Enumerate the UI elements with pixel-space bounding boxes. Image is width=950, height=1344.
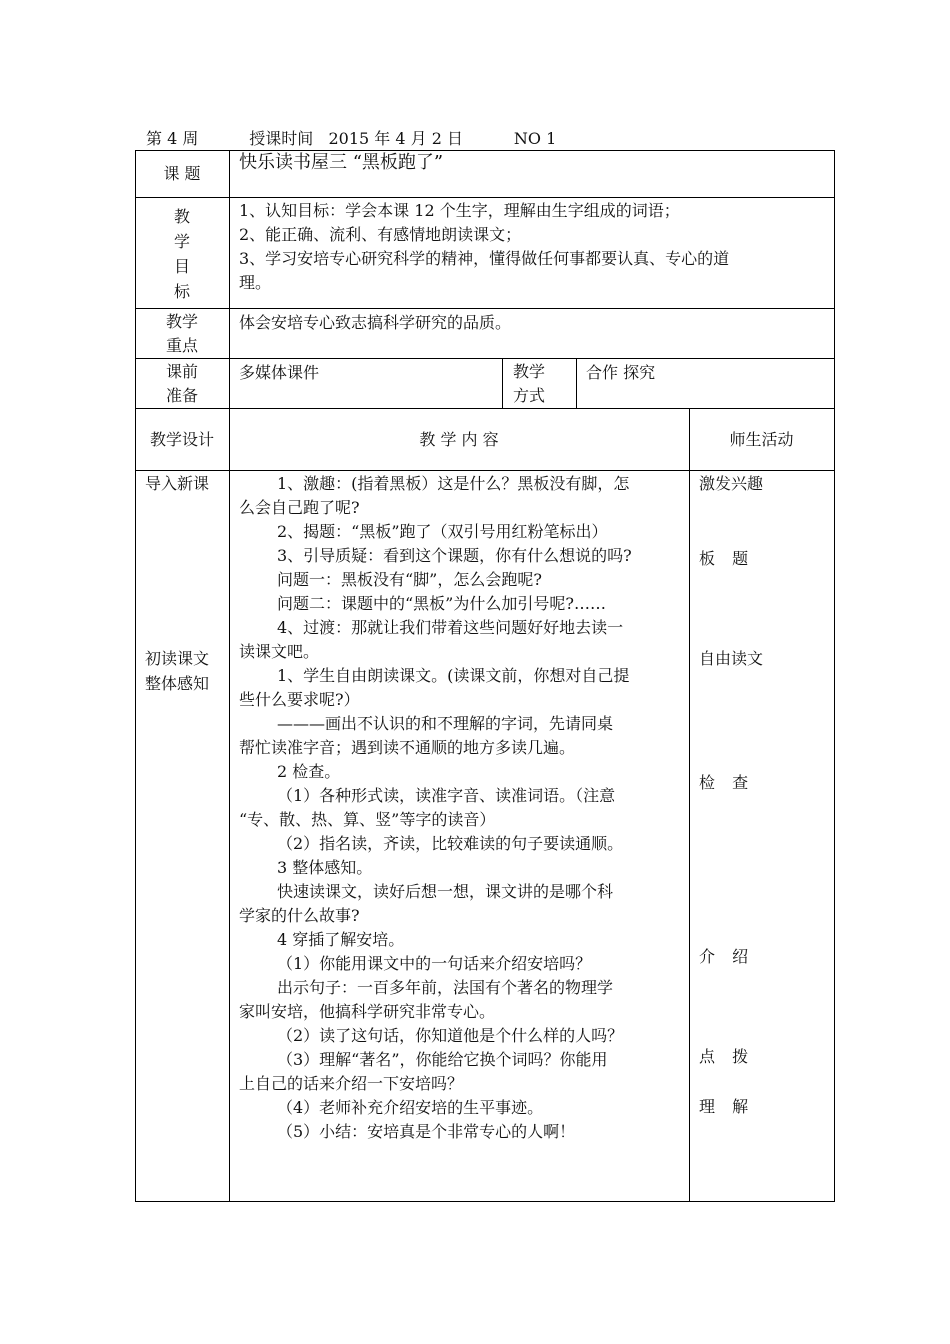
topic-value: 快乐读书屋三 “黑板跑了” [239, 152, 444, 173]
column-divider [229, 150, 230, 1202]
activity-item: 介 绍 [699, 947, 749, 966]
design-col-header: 教学设计 [149, 430, 214, 449]
goals-label: 教 学 目 标 [173, 207, 190, 301]
content-line: 么会自己跑了呢? [239, 498, 360, 517]
content-line: 出示句子：一百多年前，法国有个著名的物理学 [277, 978, 614, 997]
method-label: 教学 方式 [513, 362, 546, 405]
content-line: 4 穿插了解安培。 [277, 930, 405, 949]
column-divider [502, 358, 503, 408]
goals-text: 1、认知目标：学会本课 12 个生字，理解由生字组成的词语； 2、能正确、流利、有感情地朗读课文； 3、学习安培专心研究科学的精神，懂得做任何事都要认真、专心的道 理。 [239, 201, 730, 292]
column-divider [689, 408, 690, 1202]
content-line: 3 整体感知。 [277, 858, 373, 877]
section-first-reading: 初读课文 [145, 649, 210, 668]
prep-value: 多媒体课件 [239, 363, 320, 382]
time-label: 授课时间 [249, 129, 314, 148]
content-line: 4、过渡：那就让我们带着这些问题好好地去读一 [277, 618, 624, 637]
content-line: ———画出不认识的和不理解的字词，先请同桌 [277, 714, 614, 733]
content-line: 问题二：课题中的“黑板”为什么加引号呢?…… [277, 594, 606, 613]
content-line: （5）小结：安培真是个非常专心的人啊！ [277, 1122, 576, 1141]
content-line: 帮忙读准字音；遇到读不通顺的地方多读几遍。 [239, 738, 576, 757]
date-value: 2015 年 4 月 2 日 [328, 129, 464, 148]
focus-value: 体会安培专心致志搞科学研究的品质。 [239, 313, 512, 332]
method-value: 合作 探究 [586, 363, 656, 382]
content-line: （3）理解“著名”，你能给它换个词吗？你能用 [277, 1050, 608, 1069]
content-col-header: 教 学 内 容 [419, 430, 499, 449]
content-line: “专、散、热、算、竖”等字的读音） [239, 810, 496, 829]
content-line: 上自己的话来介绍一下安培吗？ [239, 1074, 464, 1093]
content-line: （2）指名读，齐读，比较难读的句子要读通顺。 [277, 834, 624, 853]
content-line: 问题一：黑板没有“脚”，怎么会跑呢? [277, 570, 542, 589]
activity-item: 理 解 [699, 1097, 749, 1116]
content-line: 读课文吧。 [239, 642, 320, 661]
content-line: 2、揭题：“黑板”跑了（双引号用红粉笔标出） [277, 522, 608, 541]
section-overall: 整体感知 [145, 674, 210, 693]
content-line: 学家的什么故事? [239, 906, 360, 925]
content-line: （4）老师补充介绍安培的生平事迹。 [277, 1098, 544, 1117]
activity-item: 点 拨 [699, 1047, 749, 1066]
topic-label: 课 题 [163, 164, 201, 183]
content-line: 快速读课文，读好后想一想，课文讲的是哪个科 [277, 882, 614, 901]
table-border-bottom [135, 1201, 835, 1202]
prep-label: 课前 准备 [165, 362, 198, 405]
week-label: 第 4 周 [146, 129, 199, 148]
content-line: 些什么要求呢?） [239, 690, 360, 709]
activity-item: 自由读文 [699, 649, 764, 668]
row-divider [135, 197, 835, 198]
column-divider [576, 358, 577, 408]
activity-item: 检 查 [699, 773, 749, 792]
lesson-number: NO 1 [513, 129, 557, 148]
content-line: 1、激趣：(指着黑板）这是什么？黑板没有脚，怎 [277, 474, 630, 493]
table-border-right [834, 150, 835, 1202]
row-divider [135, 470, 835, 471]
activity-item: 板 题 [699, 549, 749, 568]
row-divider [135, 308, 835, 309]
content-line: 1、学生自由朗读课文。(读课文前，你想对自己提 [277, 666, 630, 685]
content-line: 2 检查。 [277, 762, 341, 781]
teaching-content [239, 472, 632, 1144]
content-line: 家叫安培，他搞科学研究非常专心。 [239, 1002, 496, 1021]
content-line: （1）各种形式读，读准字音、读准词语。（注意 [277, 786, 616, 805]
section-intro: 导入新课 [145, 474, 210, 493]
focus-label: 教学 重点 [165, 312, 198, 355]
content-line: （1）你能用课文中的一句话来介绍安培吗？ [277, 954, 592, 973]
lesson-header [146, 126, 556, 149]
row-divider [135, 408, 835, 409]
activity-item: 激发兴趣 [699, 474, 764, 493]
lesson-plan-table [135, 150, 835, 1202]
row-divider [135, 358, 835, 359]
activity-col-header: 师生活动 [729, 430, 794, 449]
content-line: （2）读了这句话，你知道他是个什么样的人吗？ [277, 1026, 624, 1045]
content-line: 3、引导质疑：看到这个课题，你有什么想说的吗? [277, 546, 632, 565]
table-border-left [135, 150, 136, 1202]
